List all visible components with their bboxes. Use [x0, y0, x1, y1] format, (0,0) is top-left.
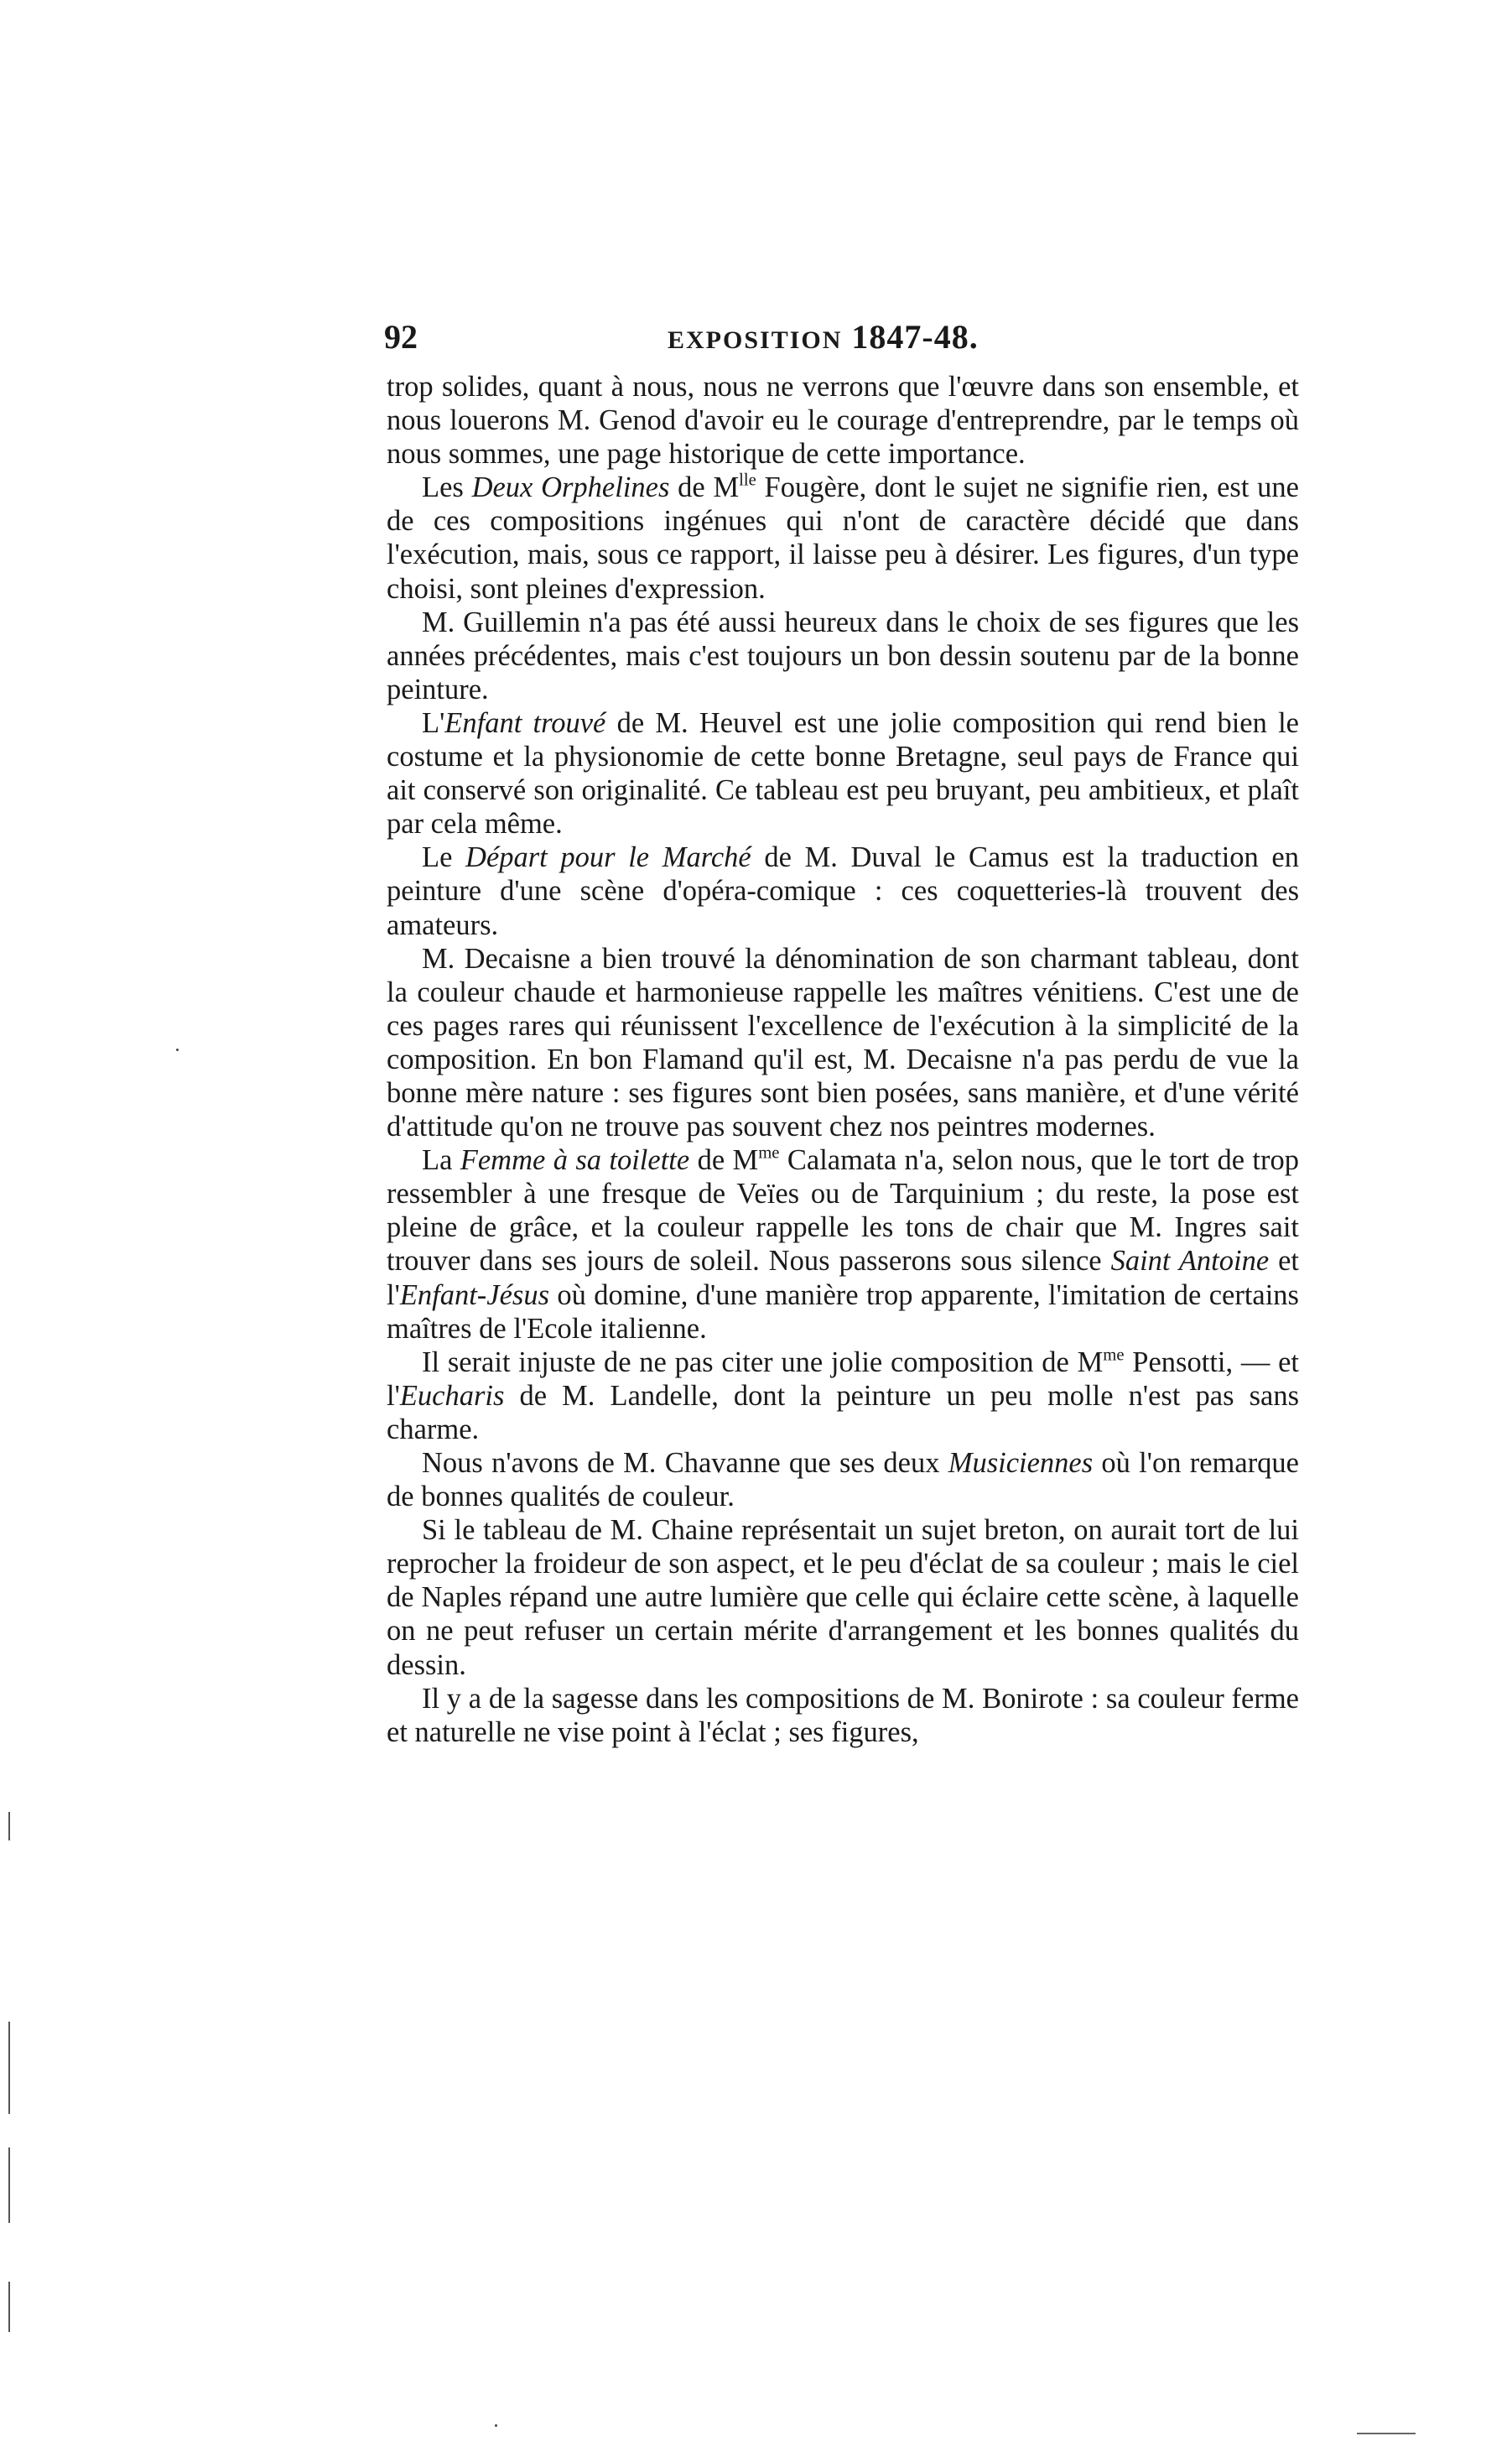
paragraph — [387, 706, 1299, 841]
paragraph — [387, 1682, 1299, 1749]
paragraph — [387, 1446, 1299, 1513]
running-header — [384, 317, 1307, 359]
text-run: où domine, d'une manière trop apparente, l'imitation de certains maîtres de l'Ecole italienne. — [387, 1278, 1299, 1345]
italic-title: Femme à sa toilette — [460, 1144, 690, 1177]
paragraph — [387, 1346, 1299, 1446]
text-run: de M. Heuvel est une jolie composition qui rend bien le costume et la physionomie de cette bonne Bretagne, seul pays de France qui ait conservé son originalité. Ce tableau est peu bruyant, peu ambitieux, et plaît par cela même. — [387, 706, 1299, 841]
text-run: Nous n'avons de M. Chavanne que ses deux — [422, 1447, 948, 1479]
paragraph — [387, 942, 1299, 1144]
paragraph — [387, 841, 1299, 941]
text-run: Fougère, dont le sujet ne signifie rien, est une de ces compositions ingénues qui n'ont de caractère décidé que dans l'exécution, mais, sous ce rapport, il laisse peu à désirer. Les figures, d'un type choisi, sont pleines d'expression. — [387, 471, 1299, 605]
text-run: Calamata n'a, selon nous, que le tort de trop ressembler à une fresque de Veïes ou de Tarquinium ; du reste, la pose est pleine de grâce, et la couleur rappelle les tons de chair que M. Ingres sait trouver dans ses jours de soleil. Nous passerons sous silence — [387, 1144, 1300, 1278]
italic-title: Départ pour le Marché — [465, 841, 751, 874]
italic-title: Eucharis — [399, 1379, 505, 1412]
text-run: Il serait injuste de ne pas citer une jolie composition de M — [422, 1346, 1104, 1378]
text-run: Les — [422, 471, 472, 504]
running-title-years: 1847-48. — [851, 318, 979, 356]
text-run: trop solides, quant à nous, nous ne verrons que l'œuvre dans son ensemble, et nous louerons M. Genod d'avoir eu le courage d'entreprendre, par le temps où nous sommes, une page historique de cette importance. — [387, 371, 1299, 471]
superscript: me — [1103, 1346, 1125, 1365]
text-run: où l'on remarque de bonnes qualités de couleur. — [387, 1447, 1299, 1513]
paragraph — [387, 370, 1299, 471]
italic-title: Musiciennes — [948, 1447, 1094, 1479]
text-run: de M — [669, 471, 740, 504]
scan-margin-mark — [8, 2022, 10, 2114]
paragraph — [387, 606, 1299, 706]
page-number: 92 — [384, 318, 418, 356]
text-run: M. Guillemin n'a pas été aussi heureux dans le choix de ses figures que les années précédentes, mais c'est toujours un bon dessin soutenu par de la bonne peinture. — [387, 606, 1299, 705]
text-run: Pensotti, — et l' — [387, 1346, 1299, 1412]
text-run: de M. Landelle, dont la peinture un peu molle n'est pas sans charme. — [387, 1379, 1299, 1445]
text-run: L' — [422, 706, 445, 739]
paragraph — [387, 1143, 1299, 1346]
italic-title: Deux Orphelines — [471, 471, 670, 504]
scan-speck — [176, 1049, 179, 1051]
text-run: Il y a de la sagesse dans les compositions de M. Bonirote : sa couleur ferme et naturelle ne vise point à l'éclat ; ses figures, — [387, 1682, 1299, 1748]
scan-margin-mark — [8, 1812, 10, 1840]
text-run: La — [422, 1144, 460, 1177]
text-run: Si le tableau de M. Chaine représentait un sujet breton, on aurait tort de lui reprocher la froideur de son aspect, et le peu d'éclat de sa couleur ; mais le ciel de Naples répand une autre lumière que celle qui éclaire cette scène, à laquelle on ne peut refuser un certain mérite d'arrangement et les bonnes qualités du dessin. — [387, 1514, 1299, 1681]
text-run: et l' — [387, 1245, 1299, 1311]
body-text — [387, 370, 1299, 1749]
superscript: lle — [739, 471, 756, 490]
scan-margin-mark — [8, 2282, 10, 2332]
text-run: de M — [689, 1144, 759, 1177]
paragraph — [387, 471, 1299, 605]
running-title — [668, 317, 979, 357]
scan-bottom-rule — [1357, 2433, 1416, 2434]
scan-speck — [495, 2424, 497, 2427]
italic-title: Saint Antoine — [1110, 1245, 1270, 1278]
paragraph — [387, 1513, 1299, 1681]
running-title-word: EXPOSITION — [668, 326, 843, 354]
scan-margin-mark — [8, 2147, 10, 2223]
text-run: de M. Duval le Camus est la traduction en peinture d'une scène d'opéra-comique : ces coquetteries-là trouvent des amateurs. — [387, 841, 1299, 941]
superscript: me — [758, 1143, 780, 1163]
italic-title: Enfant trouvé — [444, 706, 606, 739]
text-run: Le — [422, 841, 466, 874]
italic-title: Enfant-Jésus — [399, 1278, 550, 1311]
text-run: M. Decaisne a bien trouvé la dénomination de son charmant tableau, dont la couleur chaude et harmonieuse rappelle les maîtres vénitiens. C'est une de ces pages rares qui réunissent l'excellence de l'exécution à la simplicité de la composition. En bon Flamand qu'il est, M. Decaisne n'a pas perdu de vue la bonne mère nature : ses figures sont bien posées, sans manière, et d'une vérité d'attitude qu'on ne trouve pas souvent chez nos peintres modernes. — [387, 942, 1299, 1143]
